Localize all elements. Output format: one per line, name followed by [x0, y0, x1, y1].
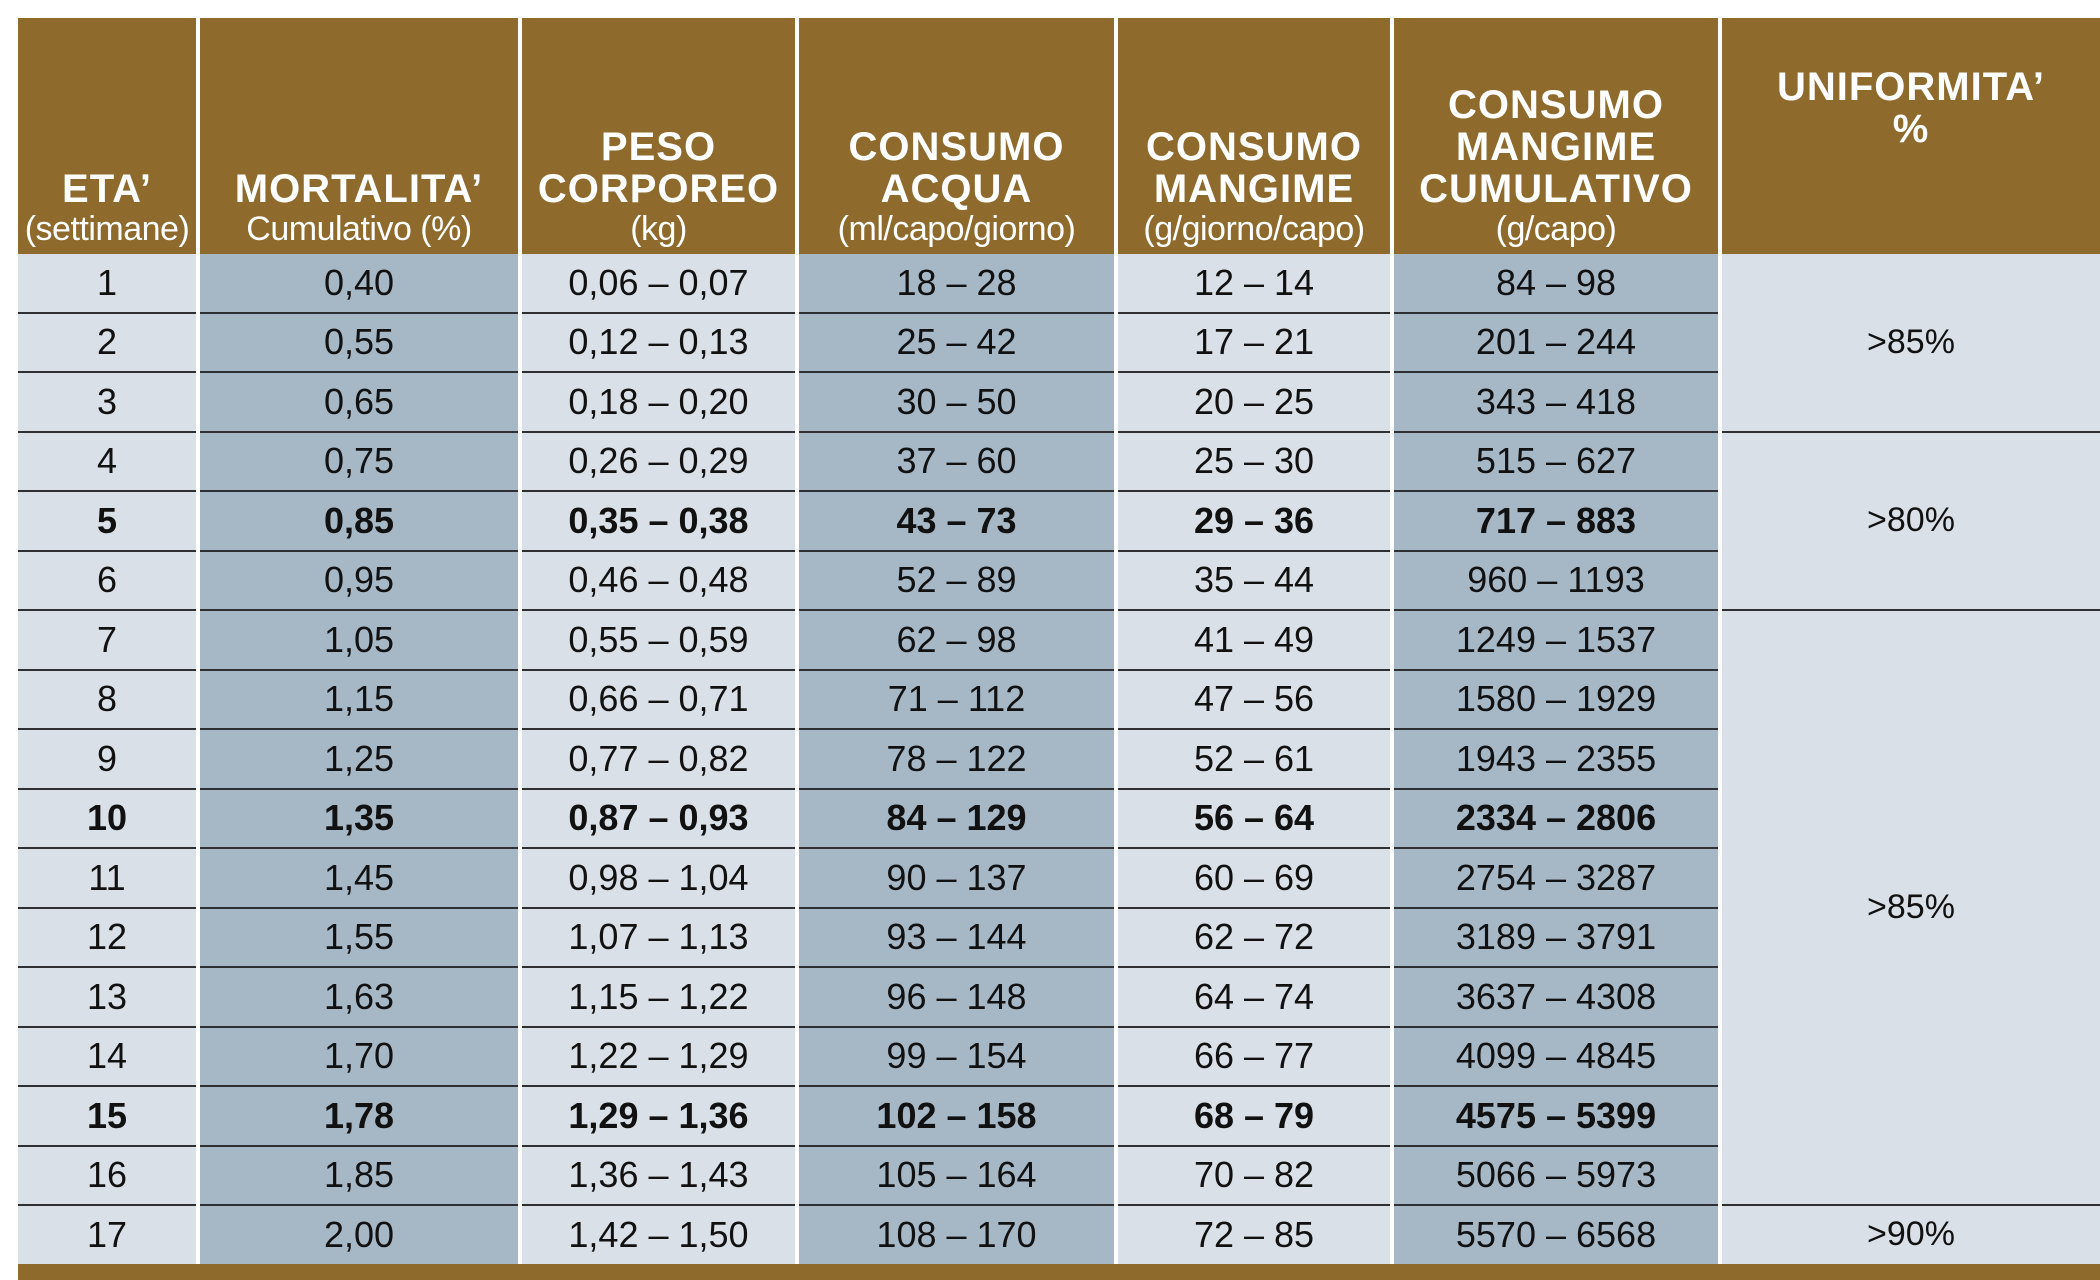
- cell-mangime: 35 – 44: [1116, 551, 1392, 611]
- cell-peso: 0,66 – 0,71: [520, 670, 797, 730]
- cell-cumulativo: 4099 – 4845: [1392, 1027, 1720, 1087]
- header-cumulativo-title-3: CUMULATIVO: [1419, 167, 1693, 212]
- cell-peso: 0,18 – 0,20: [520, 372, 797, 432]
- cell-cumulativo: 515 – 627: [1392, 432, 1720, 492]
- cell-peso: 1,36 – 1,43: [520, 1146, 797, 1206]
- cell-cumulativo: 1249 – 1537: [1392, 610, 1720, 670]
- cell-mangime: 60 – 69: [1116, 848, 1392, 908]
- cell-acqua: 25 – 42: [797, 313, 1116, 373]
- header-acqua: [797, 18, 1116, 254]
- cell-acqua: 30 – 50: [797, 372, 1116, 432]
- cell-acqua: 96 – 148: [797, 967, 1116, 1027]
- cell-mangime: 72 – 85: [1116, 1205, 1392, 1264]
- cell-mangime: 20 – 25: [1116, 372, 1392, 432]
- cell-acqua: 43 – 73: [797, 491, 1116, 551]
- cell-mangime: 70 – 82: [1116, 1146, 1392, 1206]
- table-body: [18, 254, 2100, 1264]
- header-eta-unit: (settimane): [24, 210, 190, 249]
- header-peso: [520, 18, 797, 254]
- cell-eta: 13: [18, 967, 198, 1027]
- cell-peso: 0,87 – 0,93: [520, 789, 797, 849]
- cell-mortalita: 1,85: [198, 1146, 520, 1206]
- header-peso-unit: (kg): [630, 210, 687, 249]
- header-uniformita: [1720, 18, 2100, 254]
- cell-mangime: 41 – 49: [1116, 610, 1392, 670]
- cell-acqua: 78 – 122: [797, 729, 1116, 789]
- header-cumulativo-title-1: CONSUMO: [1448, 83, 1664, 128]
- header-cumulativo-title-2: MANGIME: [1455, 125, 1657, 170]
- cell-uniformita: >85%: [1720, 610, 2100, 1205]
- cell-acqua: 18 – 28: [797, 254, 1116, 313]
- cell-uniformita: >90%: [1720, 1205, 2100, 1264]
- header-acqua-unit: (ml/capo/giorno): [837, 210, 1076, 249]
- cell-peso: 0,46 – 0,48: [520, 551, 797, 611]
- cell-peso: 1,07 – 1,13: [520, 908, 797, 968]
- cell-mortalita: 1,70: [198, 1027, 520, 1087]
- cell-peso: 1,15 – 1,22: [520, 967, 797, 1027]
- cell-acqua: 108 – 170: [797, 1205, 1116, 1264]
- cell-eta: 16: [18, 1146, 198, 1206]
- cell-eta: 5: [18, 491, 198, 551]
- header-peso-title-1: PESO: [600, 125, 717, 170]
- cell-mangime: 62 – 72: [1116, 908, 1392, 968]
- cell-acqua: 102 – 158: [797, 1086, 1116, 1146]
- cell-eta: 9: [18, 729, 198, 789]
- cell-mangime: 56 – 64: [1116, 789, 1392, 849]
- cell-peso: 0,26 – 0,29: [520, 432, 797, 492]
- cell-cumulativo: 1580 – 1929: [1392, 670, 1720, 730]
- cell-mangime: 68 – 79: [1116, 1086, 1392, 1146]
- cell-cumulativo: 1943 – 2355: [1392, 729, 1720, 789]
- cell-eta: 6: [18, 551, 198, 611]
- cell-uniformita: >80%: [1720, 432, 2100, 611]
- cell-mangime: 25 – 30: [1116, 432, 1392, 492]
- cell-cumulativo: 84 – 98: [1392, 254, 1720, 313]
- cell-mortalita: 1,35: [198, 789, 520, 849]
- header-row: [18, 18, 2100, 254]
- cell-acqua: 90 – 137: [797, 848, 1116, 908]
- table-row: [18, 254, 2100, 313]
- header-cumulativo: [1392, 18, 1720, 254]
- header-mortalita-title: MORTALITA’: [234, 167, 484, 212]
- cell-cumulativo: 5570 – 6568: [1392, 1205, 1720, 1264]
- cell-peso: 0,77 – 0,82: [520, 729, 797, 789]
- growth-table: [18, 18, 2100, 1264]
- cell-acqua: 37 – 60: [797, 432, 1116, 492]
- cell-acqua: 71 – 112: [797, 670, 1116, 730]
- cell-mortalita: 0,65: [198, 372, 520, 432]
- header-acqua-title-1: CONSUMO: [848, 125, 1065, 170]
- cell-peso: 0,12 – 0,13: [520, 313, 797, 373]
- bottom-bar: [18, 1264, 2100, 1280]
- cell-peso: 1,29 – 1,36: [520, 1086, 797, 1146]
- header-eta-title: ETA’: [62, 167, 152, 212]
- cell-cumulativo: 3189 – 3791: [1392, 908, 1720, 968]
- table-row: [18, 610, 2100, 670]
- cell-eta: 17: [18, 1205, 198, 1264]
- cell-acqua: 99 – 154: [797, 1027, 1116, 1087]
- cell-acqua: 84 – 129: [797, 789, 1116, 849]
- header-mangime-unit: (g/giorno/capo): [1143, 210, 1365, 249]
- header-uniformita-unit: %: [1892, 107, 1930, 151]
- cell-eta: 10: [18, 789, 198, 849]
- cell-peso: 0,98 – 1,04: [520, 848, 797, 908]
- cell-cumulativo: 5066 – 5973: [1392, 1146, 1720, 1206]
- cell-mangime: 12 – 14: [1116, 254, 1392, 313]
- cell-mortalita: 0,55: [198, 313, 520, 373]
- header-peso-title-2: CORPOREO: [537, 167, 780, 212]
- cell-uniformita: >85%: [1720, 254, 2100, 432]
- cell-mortalita: 0,75: [198, 432, 520, 492]
- cell-mortalita: 1,55: [198, 908, 520, 968]
- cell-acqua: 93 – 144: [797, 908, 1116, 968]
- cell-mangime: 47 – 56: [1116, 670, 1392, 730]
- header-mangime: [1116, 18, 1392, 254]
- cell-peso: 1,42 – 1,50: [520, 1205, 797, 1264]
- header-mortalita: [198, 18, 520, 254]
- data-table-container: [18, 18, 2100, 1264]
- cell-mortalita: 1,15: [198, 670, 520, 730]
- cell-mangime: 64 – 74: [1116, 967, 1392, 1027]
- header-acqua-title-2: ACQUA: [880, 167, 1033, 212]
- header-eta: [18, 18, 198, 254]
- cell-cumulativo: 2754 – 3287: [1392, 848, 1720, 908]
- cell-peso: 0,35 – 0,38: [520, 491, 797, 551]
- cell-eta: 12: [18, 908, 198, 968]
- header-uniformita-title: UNIFORMITA’: [1776, 65, 2045, 109]
- cell-cumulativo: 717 – 883: [1392, 491, 1720, 551]
- cell-acqua: 105 – 164: [797, 1146, 1116, 1206]
- cell-cumulativo: 2334 – 2806: [1392, 789, 1720, 849]
- header-mortalita-unit: Cumulativo (%): [246, 210, 472, 249]
- cell-mortalita: 0,85: [198, 491, 520, 551]
- cell-cumulativo: 201 – 244: [1392, 313, 1720, 373]
- cell-mangime: 29 – 36: [1116, 491, 1392, 551]
- cell-cumulativo: 4575 – 5399: [1392, 1086, 1720, 1146]
- cell-mortalita: 1,63: [198, 967, 520, 1027]
- cell-eta: 11: [18, 848, 198, 908]
- cell-mortalita: 2,00: [198, 1205, 520, 1264]
- cell-mortalita: 1,25: [198, 729, 520, 789]
- cell-mortalita: 1,05: [198, 610, 520, 670]
- cell-eta: 8: [18, 670, 198, 730]
- cell-mortalita: 1,45: [198, 848, 520, 908]
- cell-eta: 3: [18, 372, 198, 432]
- table-row: [18, 1205, 2100, 1264]
- cell-eta: 15: [18, 1086, 198, 1146]
- cell-eta: 2: [18, 313, 198, 373]
- cell-peso: 0,06 – 0,07: [520, 254, 797, 313]
- cell-mangime: 52 – 61: [1116, 729, 1392, 789]
- header-cumulativo-unit: (g/capo): [1495, 210, 1617, 249]
- cell-eta: 4: [18, 432, 198, 492]
- cell-mortalita: 1,78: [198, 1086, 520, 1146]
- cell-mortalita: 0,40: [198, 254, 520, 313]
- cell-mangime: 17 – 21: [1116, 313, 1392, 373]
- cell-cumulativo: 343 – 418: [1392, 372, 1720, 432]
- cell-eta: 14: [18, 1027, 198, 1087]
- cell-cumulativo: 3637 – 4308: [1392, 967, 1720, 1027]
- table-row: [18, 432, 2100, 492]
- cell-peso: 1,22 – 1,29: [520, 1027, 797, 1087]
- cell-peso: 0,55 – 0,59: [520, 610, 797, 670]
- cell-acqua: 52 – 89: [797, 551, 1116, 611]
- header-mangime-title-2: MANGIME: [1153, 167, 1355, 212]
- cell-cumulativo: 960 – 1193: [1392, 551, 1720, 611]
- header-mangime-title-1: CONSUMO: [1146, 125, 1362, 170]
- cell-mortalita: 0,95: [198, 551, 520, 611]
- cell-acqua: 62 – 98: [797, 610, 1116, 670]
- cell-mangime: 66 – 77: [1116, 1027, 1392, 1087]
- cell-eta: 1: [18, 254, 198, 313]
- cell-eta: 7: [18, 610, 198, 670]
